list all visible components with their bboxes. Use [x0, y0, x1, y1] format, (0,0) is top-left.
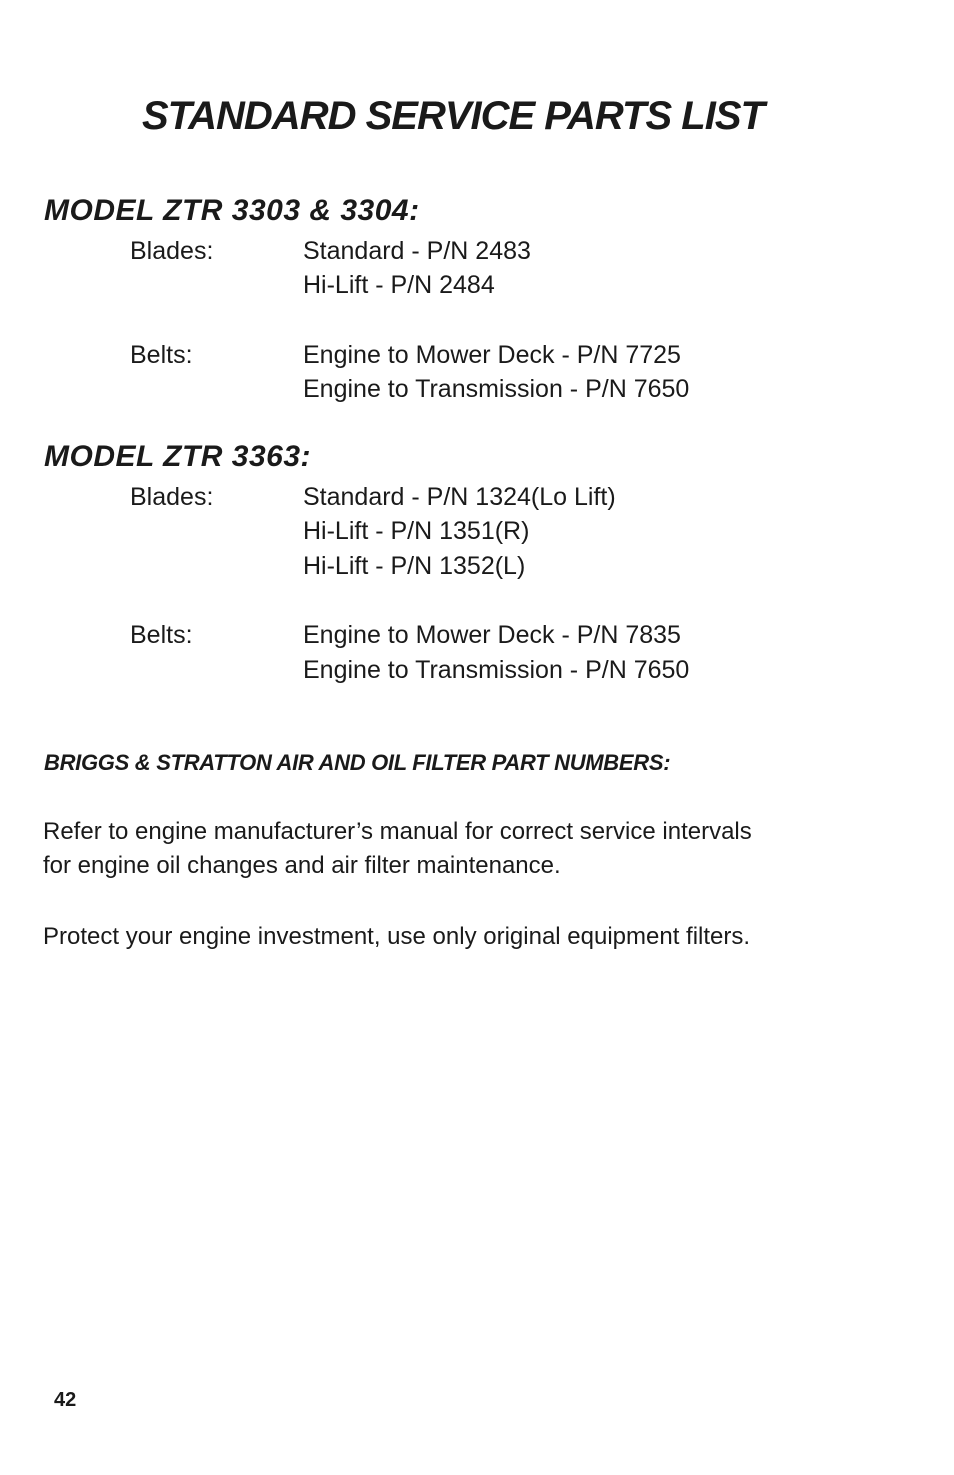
- service-interval-text: for engine oil changes and air filter maintenance.: [43, 852, 561, 879]
- model-heading-ztr-3363: MODEL ZTR 3363:: [44, 440, 311, 473]
- part-item: Engine to Mower Deck - P/N 7725: [303, 341, 681, 369]
- part-item: Engine to Transmission - P/N 7650: [303, 656, 690, 684]
- part-item: Standard - P/N 1324(Lo Lift): [303, 483, 616, 511]
- page-title: STANDARD SERVICE PARTS LIST: [142, 94, 764, 138]
- page-number: 42: [54, 1389, 77, 1411]
- part-item: Hi-Lift - P/N 1352(L): [303, 552, 526, 580]
- category-label-blades: Blades:: [130, 483, 214, 511]
- category-label-belts: Belts:: [130, 621, 193, 649]
- category-label-belts: Belts:: [130, 341, 193, 369]
- model-heading-ztr-3303-3304: MODEL ZTR 3303 & 3304:: [44, 194, 420, 227]
- part-item: Engine to Mower Deck - P/N 7835: [303, 621, 681, 649]
- filters-heading: BRIGGS & STRATTON AIR AND OIL FILTER PART NUMBERS:: [44, 750, 671, 775]
- original-filters-text: Protect your engine investment, use only original equipment filters.: [43, 923, 751, 950]
- category-label-blades: Blades:: [130, 237, 214, 265]
- part-item: Hi-Lift - P/N 1351(R): [303, 517, 530, 545]
- part-item: Standard - P/N 2483: [303, 237, 531, 265]
- part-item: Engine to Transmission - P/N 7650: [303, 375, 690, 403]
- service-interval-text: Refer to engine manufacturer’s manual for correct service intervals: [43, 818, 752, 845]
- part-item: Hi-Lift - P/N 2484: [303, 271, 495, 299]
